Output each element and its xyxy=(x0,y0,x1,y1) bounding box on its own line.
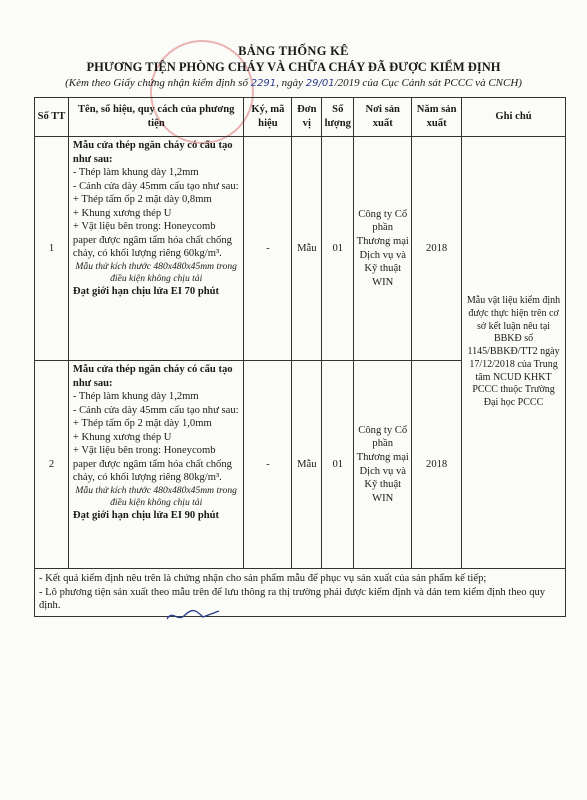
item-title: Mẫu cửa thép ngăn cháy có cấu tạo như sau: xyxy=(72,364,233,389)
col-header-unit: Đơn vị xyxy=(292,98,322,137)
row-code: - xyxy=(244,361,292,569)
col-header-name: Tên, số hiệu, quy cách của phương tiện xyxy=(68,98,244,137)
note-cell: Mẫu vật liệu kiểm định được thực hiện trên cơ sở kết luận nêu tại BBKĐ số 1145/BBKĐ/TT2 ngày 17/12/2018 của Trung tâm NCUD KHKT PCCC thuộc Trường Đại học PCCC xyxy=(462,137,566,569)
spec-line: - Cánh cửa dày 45mm cấu tạo như sau: xyxy=(72,180,239,192)
spec-line: - Thép làm khung dày 1,2mm xyxy=(72,167,199,179)
footer-line: - Kết quả kiểm định nêu trên là chứng nhận cho sản phẩm mẫu để phục vụ sản xuất của sản phẩm kế tiếp; xyxy=(39,573,487,584)
table-header-row xyxy=(35,98,566,137)
row-qty: 01 xyxy=(322,361,354,569)
row-maker: Công ty Cổ phần Thương mại Dịch vụ và Kỹ thuật WIN xyxy=(354,137,412,361)
signature-mark xyxy=(163,605,223,625)
col-header-code: Ký, mã hiệu xyxy=(244,98,292,137)
row-qty: 01 xyxy=(322,137,354,361)
spec-line: - Cánh cửa dày 45mm cấu tạo như sau: xyxy=(72,404,239,416)
row-stt: 1 xyxy=(35,137,69,361)
table-row xyxy=(35,137,566,361)
document-note xyxy=(0,77,587,89)
footer-notes xyxy=(35,569,566,617)
document-title: BẢNG THỐNG KÊ xyxy=(238,44,349,58)
row-description xyxy=(68,361,244,569)
spec-line: + Khung xương thép U xyxy=(72,431,172,443)
col-header-maker: Nơi sản xuất xyxy=(354,98,412,137)
row-code: - xyxy=(244,137,292,361)
row-maker: Công ty Cổ phần Thương mại Dịch vụ và Kỹ thuật WIN xyxy=(354,361,412,569)
test-result: Đạt giới hạn chịu lửa EI 70 phút xyxy=(72,286,220,298)
spec-line: + Vật liệu bên trong: Honeycomb paper được ngâm tẩm hóa chất chống cháy, có khối lượng riêng 60kg/m³. xyxy=(72,221,232,260)
col-header-qty: Số lượng xyxy=(322,98,354,137)
row-stt: 2 xyxy=(35,361,69,569)
footer-row xyxy=(35,569,566,617)
row-description xyxy=(68,137,244,361)
col-header-stt: Số TT xyxy=(35,98,69,137)
footer-line: - Lô phương tiện sản xuất theo mẫu trên để lưu thông ra thị trường phải được kiểm định và dán tem kiểm định theo quy định. xyxy=(39,586,546,612)
note-mid: , ngày xyxy=(276,77,304,89)
test-condition: Mẫu thử kích thước 480x480x45mm trong điều kiện không chịu tải xyxy=(75,260,237,285)
test-condition: Mẫu thử kích thước 480x480x45mm trong điều kiện không chịu tải xyxy=(75,484,237,509)
test-result: Đạt giới hạn chịu lửa EI 90 phút xyxy=(72,510,220,522)
spec-line: - Thép làm khung dày 1,2mm xyxy=(72,391,199,403)
col-header-note: Ghi chú xyxy=(462,98,566,137)
spec-line: + Khung xương thép U xyxy=(72,207,172,219)
row-unit: Mẫu xyxy=(292,137,322,361)
cert-number: 2291 xyxy=(250,78,277,89)
spec-line: + Thép tấm ốp 2 mặt dày 1,0mm xyxy=(72,418,212,430)
document-subtitle: PHƯƠNG TIỆN PHÒNG CHÁY VÀ CHỮA CHÁY ĐÃ ĐƯỢC KIỂM ĐỊNH xyxy=(86,60,501,74)
item-title: Mẫu cửa thép ngăn cháy có cấu tạo như sau: xyxy=(72,140,233,165)
row-year: 2018 xyxy=(412,361,462,569)
col-header-year: Năm sản xuất xyxy=(412,98,462,137)
note-prefix: (Kèm theo Giấy chứng nhận kiểm định số xyxy=(65,77,248,89)
spec-line: + Thép tấm ốp 2 mặt dày 0,8mm xyxy=(72,194,212,206)
inspection-table xyxy=(34,97,566,617)
spec-line: + Vật liệu bên trong: Honeycomb paper được ngâm tẩm hóa chất chống cháy, có khối lượng riêng 80kg/m³. xyxy=(72,445,232,484)
row-year: 2018 xyxy=(412,137,462,361)
cert-date: 29/01 xyxy=(305,78,335,89)
note-suffix: /2019 của Cục Cảnh sát PCCC và CNCH) xyxy=(334,77,522,89)
row-unit: Mẫu xyxy=(292,361,322,569)
